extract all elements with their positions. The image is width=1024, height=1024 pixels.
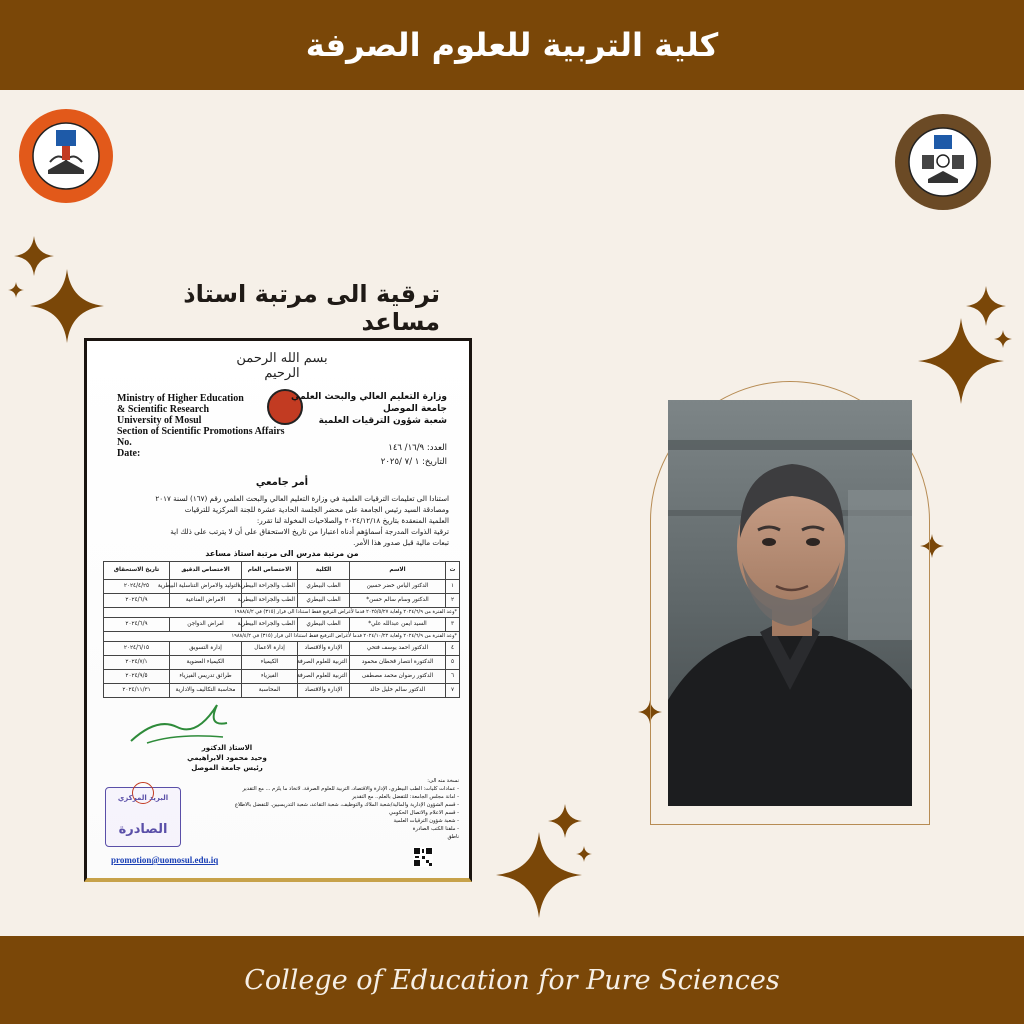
table-cell: ٢٠٢٤/٧/١ — [104, 656, 170, 670]
order-body — [115, 493, 449, 548]
table-row — [104, 618, 460, 632]
table-cell: الدكتور احمد يوسف فتحي — [350, 642, 446, 656]
table-cell: الدكتور الياس خضر حسين — [350, 580, 446, 594]
table-cell: التربية للعلوم الصرفة — [298, 670, 350, 684]
table-cell: الدكتور رضوان محمد مصطفى — [350, 670, 446, 684]
table-cell: إدارة التسويق — [170, 642, 242, 656]
table-note-row — [104, 608, 460, 618]
english-letterhead — [117, 393, 287, 459]
table-cell: الامراض المناعية — [170, 594, 242, 608]
table-cell: امراض الدواجن — [170, 618, 242, 632]
table-cell: ٣ — [446, 618, 460, 632]
table-cell: ٦ — [446, 670, 460, 684]
copies-line: - ملفنا الكتب الصادرة — [412, 826, 459, 832]
order-line: العلمية المنعقدة بتاريخ ٢٠٢٤/١٢/١٨ والصلاحيات المخولة لنا تقرر: — [256, 516, 449, 525]
column-header: الكلية — [298, 562, 350, 580]
signature-line: رئيس جامعة الموصل — [191, 764, 263, 772]
copies-line: - قسم الاعلام والاتصال الحكومي — [388, 810, 459, 816]
table-row — [104, 656, 460, 670]
column-header: الاختصاص الدقيق — [170, 562, 242, 580]
column-header: ت — [446, 562, 460, 580]
table-cell: الطب البيطري — [298, 580, 350, 594]
university-order-document — [84, 338, 472, 882]
column-header: تاريخ الاستحقاق — [104, 562, 170, 580]
column-header: الاختصاص العام — [242, 562, 298, 580]
table-row — [104, 594, 460, 608]
stamp-label: الصادرة — [118, 822, 168, 837]
table-cell: السيد ايمن عبدالله علي* — [350, 618, 446, 632]
letterhead-line: وزارة التعليم العالي والبحث العلمي — [290, 392, 447, 402]
contact-email-link[interactable]: promotion@uomosul.edu.iq — [111, 855, 219, 865]
table-cell: ٤ — [446, 642, 460, 656]
stamp-label: البريد المركزي — [117, 794, 169, 802]
letterhead-line: University of Mosul — [117, 415, 202, 426]
university-logo — [18, 108, 114, 204]
letterhead-line: & Scientific Research — [117, 404, 210, 415]
signature-icon — [127, 697, 237, 747]
copies-line: - عمادات كليات: الطب البيطري، الإدارة والاقتصاد، التربية للعلوم الصرفة. لاتخاذ ما يلزم ... مع التقدير — [242, 786, 459, 792]
table-cell: التربية للعلوم الصرفة — [298, 656, 350, 670]
table-cell: الكيمياء العضوية — [170, 656, 242, 670]
letterhead-line: شعبة شؤون الترقيات العلمية — [318, 416, 447, 426]
table-cell: ٢٠٢٤/٦/١٥ — [104, 642, 170, 656]
college-of-education-logo-icon — [894, 113, 992, 211]
table-cell: التوليد والامراض التناسلية البيطرية — [170, 580, 242, 594]
table-cell: الفيزياء — [242, 670, 298, 684]
table-cell: المحاسبة — [242, 684, 298, 698]
table-row — [104, 580, 460, 594]
arabic-letterhead — [290, 391, 447, 427]
sparkle-icon — [8, 282, 24, 298]
order-line: ترقية الذوات المدرجة أسماؤهم أدناه اعتبارا من تاريخ الاستحقاق على أن لا يترتب على ذلك اية — [170, 527, 449, 536]
table-cell: محاسبة التكاليف والادارية — [170, 684, 242, 698]
table-cell: الإدارة والاقتصاد — [298, 684, 350, 698]
signature-line: وحيد محمود الابراهيمي — [187, 754, 267, 762]
table-cell: الدكتور وسام سالم حسن* — [350, 594, 446, 608]
table-cell: الطب والجراحة البيطرية — [242, 594, 298, 608]
order-line: ومصادقة السيد رئيس الجامعة على محضر الجلسة الحادية عشرة للجنة المركزية للترقيات — [184, 505, 449, 514]
letterhead-line: No. — [117, 437, 132, 448]
letterhead-line: Section of Scientific Promotions Affairs — [117, 426, 285, 437]
promotion-table — [103, 561, 460, 698]
table-cell: ٥ — [446, 656, 460, 670]
university-of-mosul-logo-icon — [18, 108, 114, 204]
faculty-member-portrait-icon — [668, 400, 912, 806]
table-cell: الطب والجراحة البيطرية — [242, 580, 298, 594]
column-header: الاسم — [350, 562, 446, 580]
header-band — [0, 0, 1024, 90]
copies-list — [234, 777, 459, 841]
letterhead-line: جامعة الموصل — [383, 404, 447, 414]
table-cell: ٢ — [446, 594, 460, 608]
document-date: التاريخ: ١ /٧ /٢٠٢٥ — [380, 457, 447, 467]
table-header-row — [104, 562, 460, 580]
table-title: من مرتبة مدرس الى مرتبة استاذ مساعد — [205, 549, 359, 558]
table-cell: الدكتورة انتصار قحطان محمود — [350, 656, 446, 670]
table-cell: الطب والجراحة البيطرية — [242, 618, 298, 632]
signature-line: الاستاذ الدكتور — [201, 744, 253, 752]
copies-line: - قسم الشؤون الإدارية والمالية/شعبة الملاك والتوظيف، شعبة التقاعد، شعبة التدريسيين. للتفضل بالاطلاع — [234, 802, 459, 808]
copies-line: نسخة منه الى: — [427, 778, 459, 784]
footer-band — [0, 936, 1024, 1024]
basmala: بسم الله الرحمن الرحيم — [236, 351, 328, 381]
table-row — [104, 670, 460, 684]
table-cell: طرائق تدريس الفيزياء — [170, 670, 242, 684]
table-cell: ٢٠٢٤/٩/٥ — [104, 670, 170, 684]
table-cell: الطب البيطري — [298, 594, 350, 608]
sparkle-icon — [918, 316, 1004, 406]
sparkle-icon — [30, 266, 104, 346]
table-cell: ٢٠٢٤/٤/٢٥ — [104, 580, 170, 594]
sparkle-icon — [496, 830, 582, 920]
order-line: استنادا الى تعليمات الترقيات العلمية في وزارة التعليم العالي والبحث العلمي رقم (١٦٧) لسنة ٢٠١٧ — [155, 494, 449, 503]
order-line: تبعات مالية قبل صدور هذا الأمر. — [353, 538, 449, 547]
table-cell: الدكتور سالم خليل خالد — [350, 684, 446, 698]
table-row — [104, 642, 460, 656]
table-note: *وعد الفترة من ٢٠٢٤/٦/٩ ولغاية ٢٠٢٥/٥/٢٧ قدما لأغراض الترفيع فقط استنادا الى قرار (٣١٥) في ١٩٨٨/٤/٢ — [104, 608, 460, 618]
college-title-english: College of Education for Pure Sciences — [244, 964, 780, 996]
table-cell: الطب البيطري — [298, 618, 350, 632]
qr-code-icon — [413, 847, 433, 867]
copies-line: - شعبة شؤون الترقيات العلمية — [393, 818, 459, 824]
signature-block — [167, 743, 287, 773]
document-number-date — [317, 441, 447, 469]
table-cell: الإدارة والاقتصاد — [298, 642, 350, 656]
college-logo — [894, 113, 992, 211]
table-cell: الكيمياء — [242, 656, 298, 670]
table-row — [104, 684, 460, 698]
document-number: العدد: ١٦/٩/ ١٤٦ — [388, 443, 447, 453]
table-cell: إدارة الاعمال — [242, 642, 298, 656]
letterhead-line: Date: — [117, 448, 141, 459]
table-note: *وعد الفترة من ٢٠٢٤/٦/٩ ولغاية ٢٠٢٤/١٠/٢٢ قدما لأغراض الترفيع فقط استنادا الى قرار (٣١٥) في ١٩٨٨/٤/٢ — [104, 632, 460, 642]
outgoing-stamp — [105, 787, 181, 847]
copies-line: - امانة مجلس الجامعة: للتفضل بالعلم.. مع التقدير — [352, 794, 459, 800]
table-cell: ٢٠٢٤/١١/٣١ — [104, 684, 170, 698]
promotion-heading: ترقية الى مرتبة استاذ مساعد — [183, 280, 440, 336]
table-cell: ٢٠٢٤/٦/٩ — [104, 594, 170, 608]
table-cell: ١ — [446, 580, 460, 594]
table-cell: ٧ — [446, 684, 460, 698]
table-note-row — [104, 632, 460, 642]
letterhead-line: Ministry of Higher Education — [117, 393, 244, 404]
portrait-photo — [668, 400, 912, 806]
order-title: أمر جامعي — [255, 477, 309, 488]
table-cell: ٢٠٢٤/٦/٩ — [104, 618, 170, 632]
copies-line: ناطق — [447, 834, 459, 840]
college-title-arabic: كلية التربية للعلوم الصرفة — [305, 26, 719, 64]
